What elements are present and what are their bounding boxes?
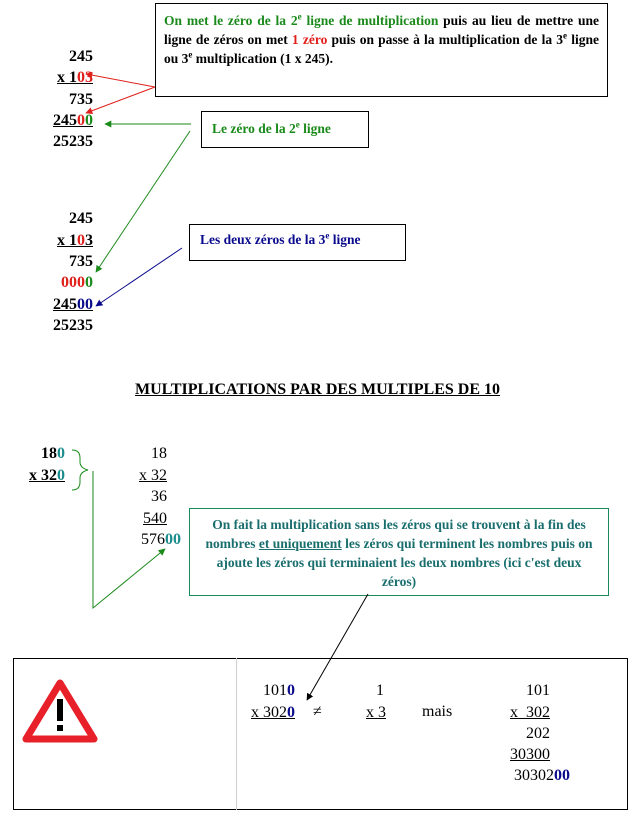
section-heading: MULTIPLICATIONS PAR DES MULTIPLES DE 10 bbox=[135, 381, 500, 398]
mult2-multiplier: x 103 bbox=[57, 232, 93, 249]
mult2-multiplicand: 245 bbox=[69, 210, 93, 227]
ex3-multiplier: x 302 bbox=[510, 704, 550, 721]
arrow-red-to-zero bbox=[86, 87, 155, 113]
ex2-multiplier: x 3 bbox=[366, 704, 386, 721]
note-third-line-zeros: Les deux zéros de la 3e ligne bbox=[189, 224, 406, 261]
arrow-red-to-multiplier bbox=[86, 74, 155, 87]
mult3-right-line1: 36 bbox=[151, 488, 167, 505]
note-second-line-zero: Le zéro de la 2e ligne bbox=[201, 111, 369, 148]
arrow-blue-to-zeros bbox=[96, 248, 182, 306]
mult3-right-multiplicand: 18 bbox=[151, 445, 167, 462]
ex2-multiplicand: 1 bbox=[376, 682, 384, 699]
mais-label: mais bbox=[422, 703, 453, 720]
arrow-green-diagonal bbox=[96, 131, 190, 272]
brace-zeros bbox=[72, 450, 88, 490]
note-first-line-zero: On met le zéro de la 2e ligne de multiplication puis au lieu de mettre une ligne de zéros on met 1 zéro puis on passe à la multiplication de la 3e ligne ou 3e multiplication (1 x 245). bbox=[155, 3, 608, 97]
mult3-right-line2: 540 bbox=[143, 510, 167, 527]
mult2-line2: 0000 bbox=[61, 274, 93, 291]
mult1-line2: 24500 bbox=[53, 112, 93, 129]
mult2-result: 25235 bbox=[53, 317, 93, 334]
not-equal-sign: ≠ bbox=[313, 703, 322, 720]
mult1-multiplier: x 103 bbox=[57, 69, 93, 86]
mult2-line1: 735 bbox=[69, 253, 93, 270]
mult3-left-multiplier: x 320 bbox=[29, 467, 65, 484]
mult3-right-result: 57600 bbox=[141, 531, 181, 548]
arrow-black-to-warning bbox=[307, 594, 368, 700]
ex1-multiplicand: 1010 bbox=[263, 682, 295, 699]
ex3-multiplicand: 101 bbox=[526, 682, 550, 699]
mult3-right-multiplier: x 32 bbox=[139, 467, 167, 484]
note-multiples-of-ten: On fait la multiplication sans les zéros qui se trouvent à la fin des nombres et uniquement les zéros qui terminent les nombres puis on ajoute les zéros qui terminaient les deux nombres (ici c'est deux zéros) bbox=[189, 508, 609, 596]
mult1-multiplicand: 245 bbox=[69, 48, 93, 65]
mult1-result: 25235 bbox=[53, 133, 93, 150]
mult1-line1: 735 bbox=[69, 91, 93, 108]
arrow-green-brace bbox=[93, 471, 165, 608]
mult3-left-multiplicand: 180 bbox=[41, 445, 65, 462]
ex3-result: 3030200 bbox=[514, 767, 570, 784]
mult2-line3: 24500 bbox=[53, 296, 93, 313]
ex3-line2: 30300 bbox=[510, 746, 550, 763]
ex1-multiplier: x 3020 bbox=[251, 704, 295, 721]
ex3-line1: 202 bbox=[526, 725, 550, 742]
